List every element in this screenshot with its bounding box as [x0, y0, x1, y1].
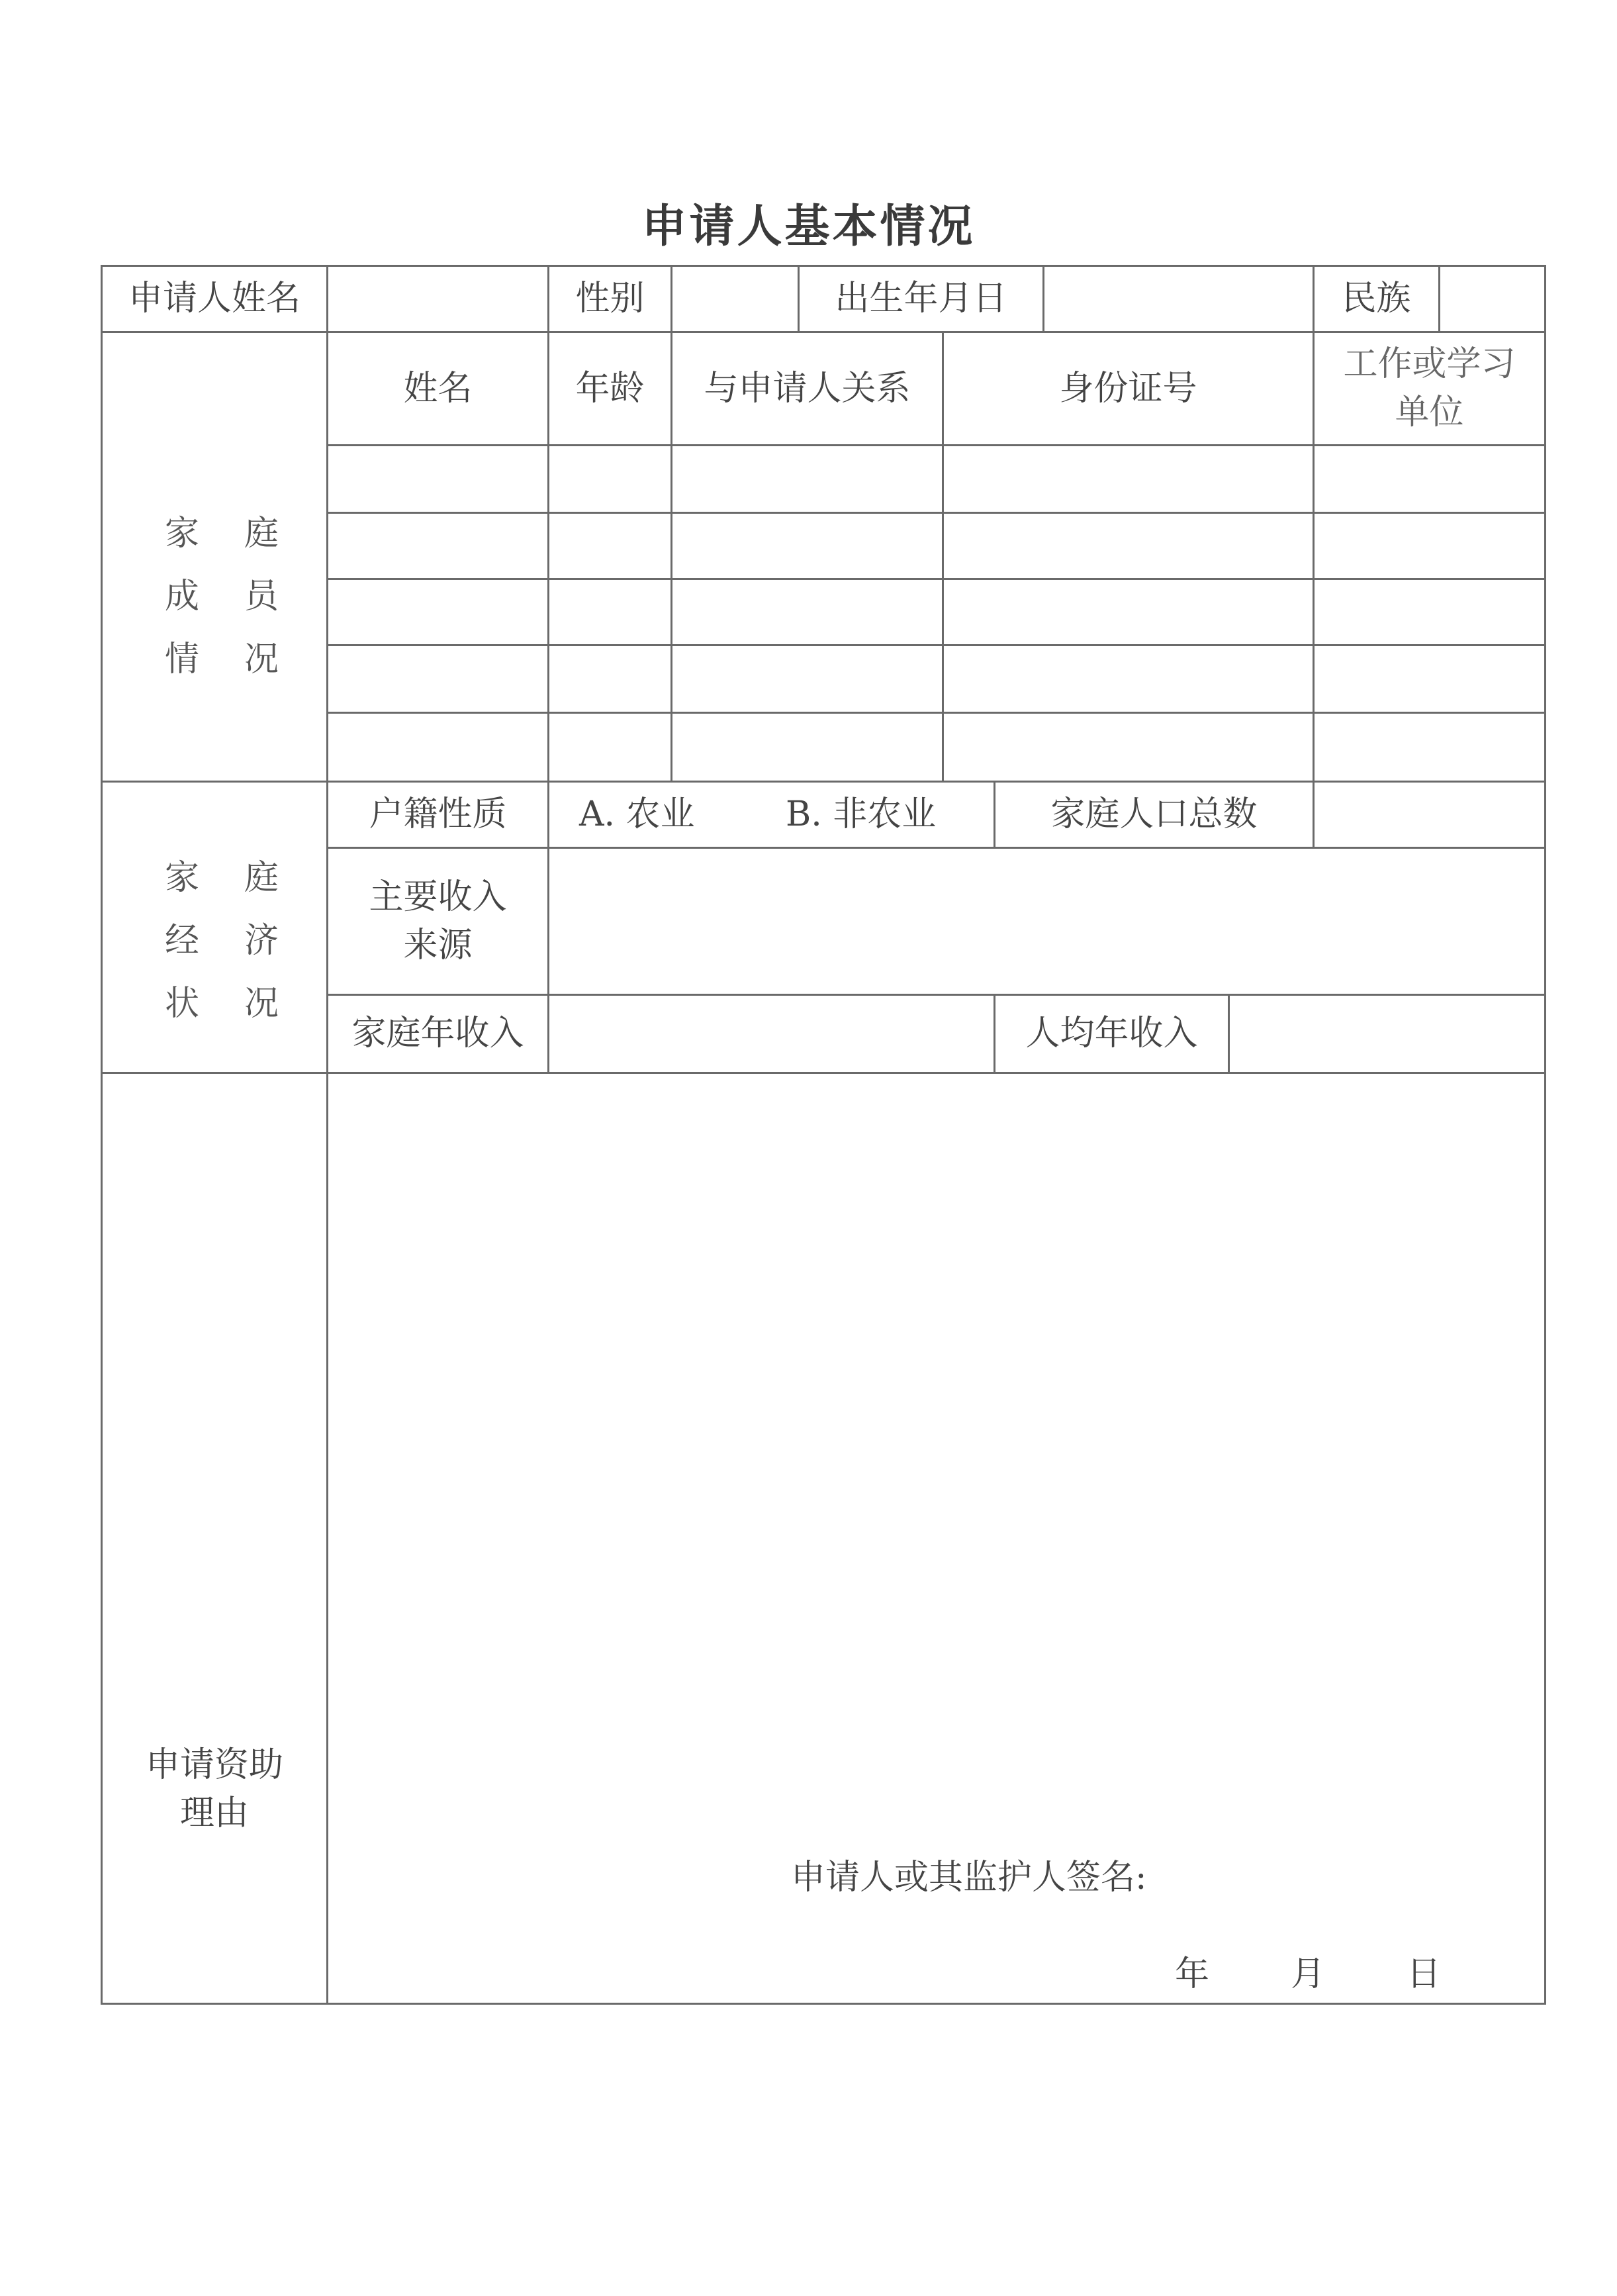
reason-label-line1: 申请资助	[145, 1745, 283, 1786]
household-type-label: 户籍性质	[369, 794, 507, 835]
member-name-header: 姓名	[403, 368, 473, 408]
section-char: 状	[164, 984, 199, 1024]
section-char: 成	[164, 577, 199, 616]
household-size-field[interactable]	[1315, 783, 1544, 847]
income-source-label	[328, 849, 547, 994]
section-char: 况	[244, 640, 279, 679]
income-source-label-line1: 主要收入	[369, 877, 507, 917]
annual-income-field[interactable]	[549, 996, 993, 1072]
family-member-row[interactable]	[328, 580, 1544, 644]
family-member-row[interactable]	[328, 714, 1544, 781]
section-char: 济	[244, 921, 279, 961]
income-source-field[interactable]	[549, 849, 1544, 994]
gender-field[interactable]	[672, 267, 798, 331]
household-type-option-agricultural[interactable]: A. 农业	[579, 794, 695, 835]
member-relation-header: 与申请人关系	[704, 368, 911, 408]
application-form	[101, 265, 1546, 2005]
member-work-header-line2: 单位	[1395, 393, 1464, 432]
section-char: 情	[164, 640, 199, 679]
birth-date-label: 出生年月日	[835, 279, 1007, 319]
applicant-name-field[interactable]	[328, 267, 547, 331]
annual-income-label: 家庭年收入	[351, 1014, 524, 1054]
per-capita-income-label: 人均年收入	[1025, 1014, 1198, 1054]
household-size-label: 家庭人口总数	[1050, 794, 1258, 835]
reason-label-line2: 理由	[179, 1794, 249, 1833]
section-char: 员	[244, 577, 279, 616]
family-member-row[interactable]	[328, 446, 1544, 512]
family-members-section-label	[162, 505, 281, 681]
member-id-header: 身份证号	[1059, 368, 1197, 408]
ethnicity-label: 民族	[1342, 279, 1411, 319]
date-day-label: 日	[1407, 1954, 1442, 1994]
ethnicity-field[interactable]	[1440, 267, 1544, 331]
family-economy-section-label	[162, 849, 281, 1025]
section-char: 家	[164, 514, 199, 553]
member-age-header: 年龄	[575, 368, 645, 408]
member-work-header	[1315, 333, 1544, 444]
section-char: 庭	[244, 858, 279, 898]
date-month-label: 月	[1291, 1954, 1326, 1994]
section-char: 庭	[244, 514, 279, 553]
family-member-row[interactable]	[328, 514, 1544, 578]
date-year-label: 年	[1175, 1954, 1210, 1994]
section-char: 况	[244, 984, 279, 1024]
signature-field[interactable]	[1195, 1842, 1526, 1902]
section-char: 经	[164, 921, 199, 961]
per-capita-income-field[interactable]	[1230, 996, 1544, 1072]
page-title: 申请人基本情况	[641, 201, 976, 253]
applicant-name-label: 申请人姓名	[128, 279, 300, 319]
signature-label: 申请人或其监护人签名:	[791, 1858, 1147, 1897]
income-source-label-line2: 来源	[403, 925, 473, 965]
reason-label-text	[103, 1710, 326, 1869]
member-work-header-line1: 工作或学习	[1343, 344, 1516, 385]
birth-date-field[interactable]	[1044, 267, 1313, 331]
household-type-option-non-agricultural[interactable]: B. 非农业	[786, 794, 937, 835]
section-char: 家	[164, 858, 199, 898]
family-member-row[interactable]	[328, 646, 1544, 712]
gender-label: 性别	[575, 279, 645, 319]
